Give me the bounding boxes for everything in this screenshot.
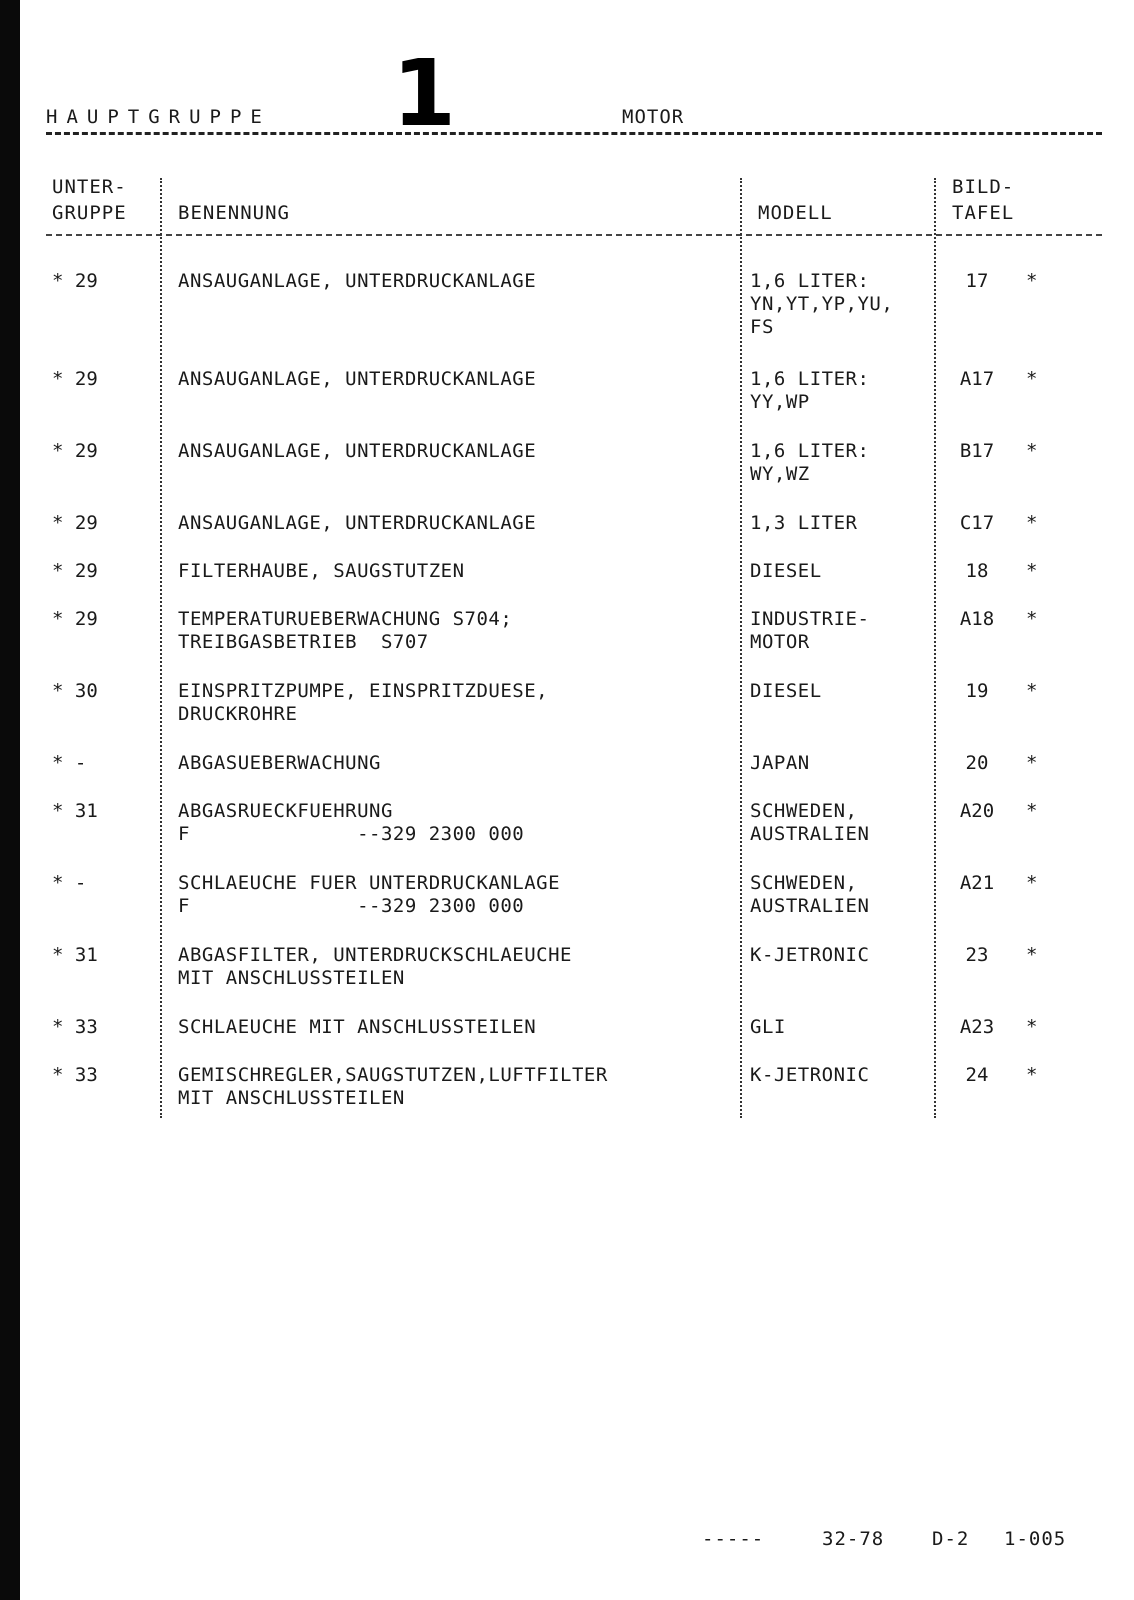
col-benennung: BENENNUNG <box>178 202 290 224</box>
row-mark: * <box>1026 1064 1038 1086</box>
row-gruppe: * 29 <box>52 608 98 630</box>
row-modell: K-JETRONIC <box>750 944 870 966</box>
row-modell: INDUSTRIE- MOTOR <box>750 608 870 653</box>
row-gruppe: * 29 <box>52 368 98 390</box>
row-bildtafel: 19 <box>965 680 989 702</box>
row-modell: GLI <box>750 1016 786 1038</box>
row-mark: * <box>1026 608 1038 630</box>
row-gruppe: * 29 <box>52 560 98 582</box>
footer-code-2: D-2 <box>932 1528 970 1550</box>
row-benennung: ANSAUGANLAGE, UNTERDRUCKANLAGE <box>178 270 537 292</box>
row-modell: SCHWEDEN, AUSTRALIEN <box>750 872 870 917</box>
row-bildtafel: A23 <box>959 1016 995 1038</box>
row-benennung: GEMISCHREGLER,SAUGSTUTZEN,LUFTFILTER MIT ANSCHLUSSTEILEN <box>178 1064 608 1109</box>
row-mark: * <box>1026 944 1038 966</box>
row-gruppe: * - <box>52 752 87 774</box>
row-benennung: SCHLAEUCHE MIT ANSCHLUSSTEILEN <box>178 1016 537 1038</box>
header-rule <box>46 132 1102 135</box>
row-modell: 1,6 LITER: WY,WZ <box>750 440 870 485</box>
column-header-rule <box>46 234 1102 236</box>
row-modell: 1,6 LITER: YY,WP <box>750 368 870 413</box>
row-mark: * <box>1026 440 1038 462</box>
row-gruppe: * - <box>52 872 87 894</box>
separator-modell <box>934 178 936 1118</box>
row-benennung: ANSAUGANLAGE, UNTERDRUCKANLAGE <box>178 512 537 534</box>
row-gruppe: * 29 <box>52 512 98 534</box>
header-group-number: 1 <box>392 40 457 147</box>
row-mark: * <box>1026 680 1038 702</box>
row-modell: DIESEL <box>750 560 822 582</box>
row-mark: * <box>1026 872 1038 894</box>
row-bildtafel: 17 <box>965 270 989 292</box>
row-benennung: ABGASUEBERWACHUNG <box>178 752 381 774</box>
row-benennung: FILTERHAUBE, SAUGSTUTZEN <box>178 560 465 582</box>
row-modell: 1,6 LITER: YN,YT,YP,YU, FS <box>750 270 894 338</box>
row-mark: * <box>1026 800 1038 822</box>
footer-dashes: ----- <box>702 1528 765 1550</box>
row-benennung: EINSPRITZPUMPE, EINSPRITZDUESE, DRUCKROHRE <box>178 680 549 725</box>
row-modell: JAPAN <box>750 752 810 774</box>
row-benennung: ANSAUGANLAGE, UNTERDRUCKANLAGE <box>178 368 537 390</box>
row-bildtafel: A17 <box>959 368 995 390</box>
row-mark: * <box>1026 512 1038 534</box>
binding-edge <box>0 0 20 1600</box>
row-bildtafel: A21 <box>959 872 995 894</box>
row-bildtafel: B17 <box>959 440 995 462</box>
col-modell: MODELL <box>758 202 833 224</box>
row-modell: K-JETRONIC <box>750 1064 870 1086</box>
header-group-name: MOTOR <box>622 106 685 128</box>
row-bildtafel: 20 <box>965 752 989 774</box>
row-bildtafel: 23 <box>965 944 989 966</box>
row-gruppe: * 33 <box>52 1016 98 1038</box>
header-label: HAUPTGRUPPE <box>46 106 271 128</box>
row-benennung: ANSAUGANLAGE, UNTERDRUCKANLAGE <box>178 440 537 462</box>
row-bildtafel: A20 <box>959 800 995 822</box>
footer-page-code: 1-005 <box>1004 1528 1067 1550</box>
row-mark: * <box>1026 560 1038 582</box>
row-bildtafel: 18 <box>965 560 989 582</box>
row-gruppe: * 33 <box>52 1064 98 1086</box>
row-gruppe: * 29 <box>52 270 98 292</box>
row-bildtafel: 24 <box>965 1064 989 1086</box>
row-mark: * <box>1026 270 1038 292</box>
row-mark: * <box>1026 1016 1038 1038</box>
row-bildtafel: A18 <box>959 608 995 630</box>
row-modell: DIESEL <box>750 680 822 702</box>
col-bild-line2: TAFEL <box>952 202 1015 224</box>
row-benennung: ABGASRUECKFUEHRUNG F --329 2300 000 <box>178 800 525 845</box>
row-modell: SCHWEDEN, AUSTRALIEN <box>750 800 870 845</box>
row-gruppe: * 29 <box>52 440 98 462</box>
separator-benennung <box>740 178 742 1118</box>
row-gruppe: * 30 <box>52 680 98 702</box>
row-modell: 1,3 LITER <box>750 512 858 534</box>
footer-code-1: 32-78 <box>822 1528 885 1550</box>
col-bild-line1: BILD- <box>952 176 1015 198</box>
separator-gruppe <box>160 178 162 1118</box>
row-benennung: ABGASFILTER, UNTERDRUCKSCHLAEUCHE MIT ANSCHLUSSTEILEN <box>178 944 572 989</box>
row-mark: * <box>1026 752 1038 774</box>
row-gruppe: * 31 <box>52 800 98 822</box>
row-mark: * <box>1026 368 1038 390</box>
row-gruppe: * 31 <box>52 944 98 966</box>
row-bildtafel: C17 <box>959 512 995 534</box>
col-unter-line2: GRUPPE <box>52 202 127 224</box>
col-unter-line1: UNTER- <box>52 176 127 198</box>
row-benennung: SCHLAEUCHE FUER UNTERDRUCKANLAGE F --329 2300 000 <box>178 872 561 917</box>
row-benennung: TEMPERATURUEBERWACHUNG S704; TREIBGASBETRIEB S707 <box>178 608 513 653</box>
